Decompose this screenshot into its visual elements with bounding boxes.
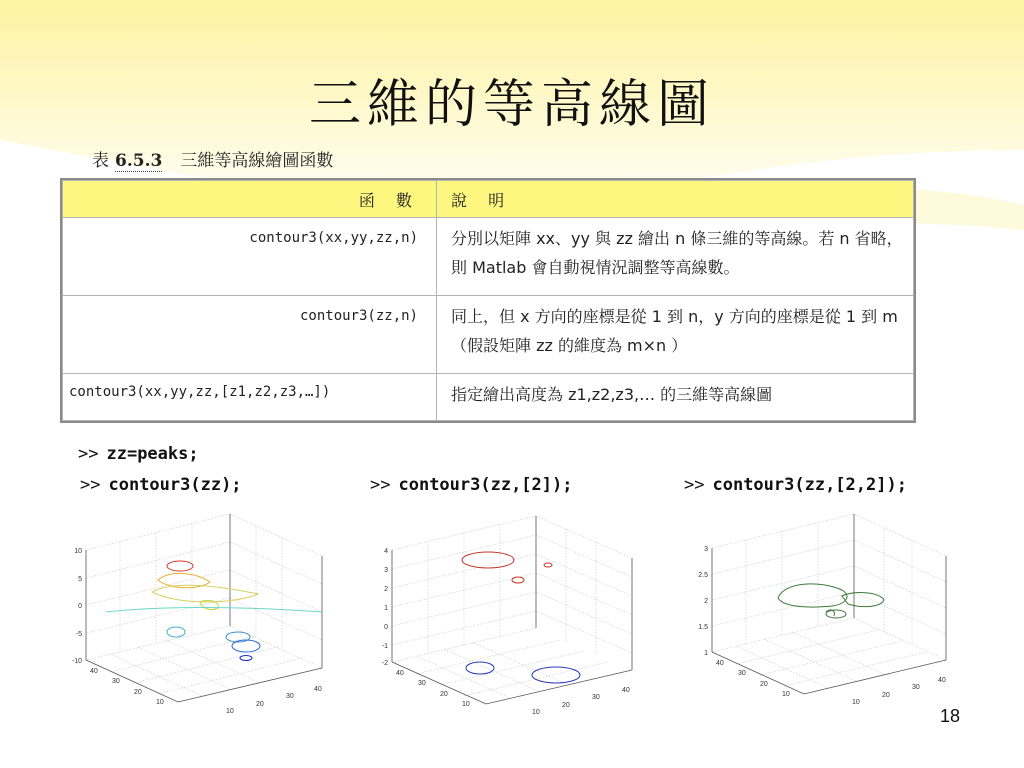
- caption-prefix: 表: [92, 151, 109, 171]
- y-tick: 20: [440, 691, 448, 698]
- header-description: 說 明: [437, 181, 914, 218]
- plot-grid: [392, 516, 632, 704]
- y-tick: 30: [112, 678, 120, 685]
- z-tick: 1.5: [698, 624, 708, 631]
- command-code: contour3(zz,[2]);: [398, 475, 573, 495]
- x-tick: 30: [912, 684, 920, 691]
- command-contour3-level: [370, 475, 572, 495]
- command-contour3-default: [80, 475, 242, 495]
- plot-grid: [712, 514, 946, 694]
- y-tick: 10: [156, 699, 164, 706]
- y-tick: 40: [716, 660, 724, 667]
- function-table: [62, 180, 914, 421]
- z-tick: 0: [78, 603, 82, 610]
- table-caption: [92, 146, 333, 171]
- caption-text: 三維等高線繪圖函數: [180, 151, 334, 171]
- command-code: contour3(zz,[2,2]);: [712, 475, 907, 495]
- contour-plot-2: [370, 510, 650, 720]
- z-tick: -1: [381, 643, 388, 650]
- command-contour3-two-levels: [684, 475, 907, 495]
- z-tick: 4: [384, 548, 388, 555]
- contour-plot-1: [60, 510, 340, 720]
- contour-lines: [106, 561, 322, 661]
- z-tick: 1: [704, 650, 708, 657]
- plot-tick-labels: [382, 548, 630, 716]
- y-tick: 20: [134, 689, 142, 696]
- x-tick: 10: [226, 708, 234, 715]
- function-cell: contour3(zz,n): [63, 296, 437, 374]
- prompt: >>: [684, 475, 705, 495]
- command-code: contour3(zz);: [108, 475, 242, 495]
- page-number: 18: [940, 706, 961, 726]
- function-cell: contour3(xx,yy,zz,[z1,z2,z3,…]): [63, 374, 437, 421]
- description-cell: 同上，但 x 方向的座標是從 1 到 n，y 方向的座標是從 1 到 m（假設矩陣 zz 的維度為 m×n ）: [437, 296, 914, 374]
- header-function: 函 數: [63, 181, 437, 218]
- x-tick: 10: [532, 709, 540, 716]
- z-tick: 3: [704, 546, 708, 553]
- z-tick: 2: [384, 586, 388, 593]
- y-tick: 30: [738, 670, 746, 677]
- contour-lines: [778, 584, 884, 618]
- table-header-row: [63, 181, 914, 218]
- x-tick: 20: [562, 702, 570, 709]
- x-tick: 30: [286, 693, 294, 700]
- prompt: >>: [370, 475, 391, 495]
- description-cell: 分別以矩陣 xx、yy 與 zz 繪出 n 條三維的等高線。若 n 省略，則 Matlab 會自動視情況調整等高線數。: [437, 218, 914, 296]
- command-code: zz=peaks;: [106, 444, 199, 464]
- z-tick: 2.5: [698, 572, 708, 579]
- function-cell: contour3(xx,yy,zz,n): [63, 218, 437, 296]
- prompt: >>: [78, 444, 99, 464]
- x-tick: 40: [622, 687, 630, 694]
- table-row: [63, 374, 914, 421]
- x-tick: 10: [852, 699, 860, 706]
- prompt: >>: [80, 475, 101, 495]
- y-tick: 40: [90, 668, 98, 675]
- x-tick: 20: [882, 692, 890, 699]
- x-tick: 40: [938, 677, 946, 684]
- plot-tick-labels: [72, 548, 322, 715]
- x-tick: 30: [592, 694, 600, 701]
- y-tick: 20: [760, 681, 768, 688]
- plot-tick-labels: [698, 546, 946, 706]
- caption-number: 6.5.3: [115, 151, 163, 171]
- z-tick: 2: [704, 598, 708, 605]
- table-row: [63, 218, 914, 296]
- description-cell: 指定繪出高度為 z1,z2,z3,… 的三維等高線圖: [437, 374, 914, 421]
- plot-axes: [712, 514, 946, 694]
- z-tick: -2: [381, 660, 388, 667]
- y-tick: 10: [782, 691, 790, 698]
- y-tick: 10: [462, 701, 470, 708]
- y-tick: 30: [418, 680, 426, 687]
- z-tick: 0: [384, 624, 388, 631]
- z-tick: 5: [78, 576, 82, 583]
- contour-plot-3: [684, 510, 964, 720]
- z-tick: 3: [384, 567, 388, 574]
- x-tick: 20: [256, 701, 264, 708]
- z-tick: -10: [71, 658, 82, 665]
- x-tick: 40: [314, 686, 322, 693]
- z-tick: -5: [75, 631, 82, 638]
- z-tick: 1: [384, 605, 388, 612]
- contour-lines: [462, 552, 580, 683]
- z-tick: 10: [74, 548, 82, 555]
- y-tick: 40: [396, 670, 404, 677]
- table-row: [63, 296, 914, 374]
- slide-title: 三維的等高線圖: [308, 75, 715, 135]
- command-line-1: [78, 444, 199, 464]
